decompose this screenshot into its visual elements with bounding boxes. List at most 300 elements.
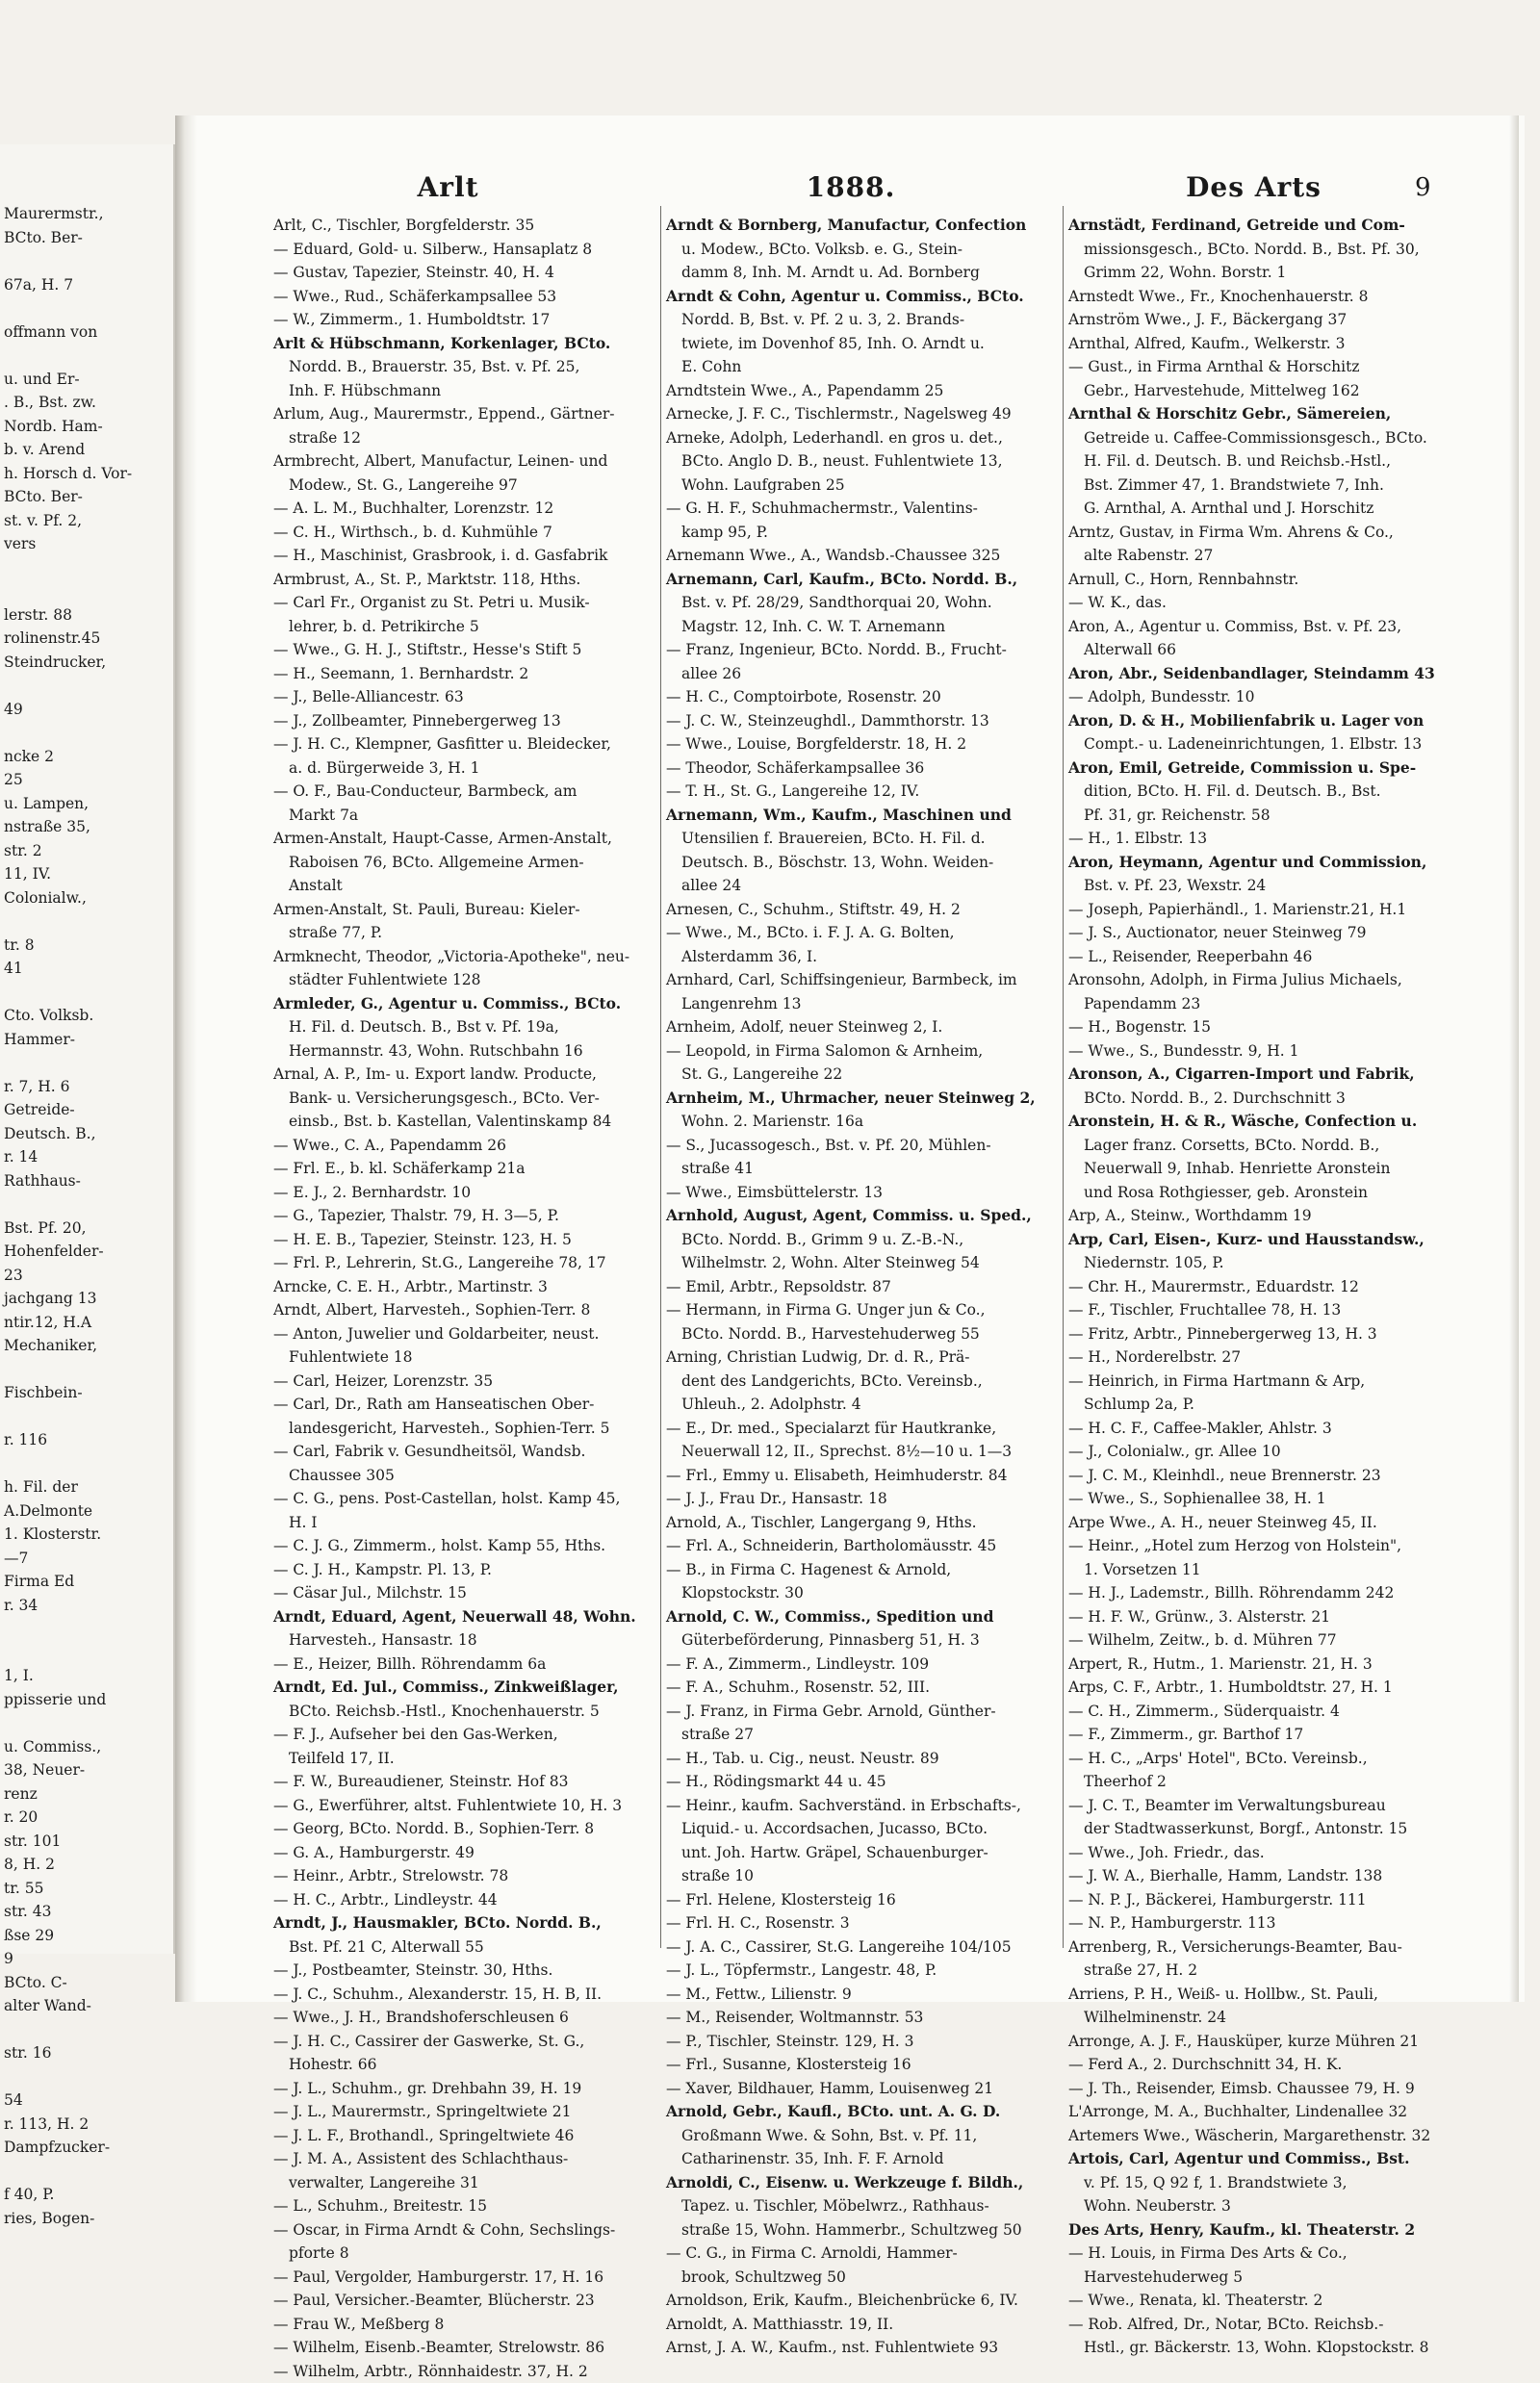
previous-page-line: alter Wand- — [4, 1994, 167, 2018]
directory-entry: — Wwe., Rud., Schäferkampsallee 53 — [273, 285, 658, 309]
previous-page-line: u. und Er- — [4, 368, 167, 392]
directory-entry: — L., Schuhm., Breitestr. 15 — [273, 2194, 658, 2218]
previous-page-line — [4, 1405, 167, 1429]
directory-entry: — F., Zimmerm., gr. Barthof 17 — [1068, 1723, 1453, 1747]
directory-entry: — F. A., Schuhm., Rosenstr. 52, III. — [666, 1676, 1051, 1700]
entry-continuation-line: Inh. F. Hübschmann — [273, 379, 658, 403]
directory-entry: — Adolph, Bundesstr. 10 — [1068, 685, 1453, 709]
directory-entry: Arnemann, Wm., Kaufm., Maschinen und — [666, 804, 1051, 828]
directory-entry: — H., 1. Elbstr. 13 — [1068, 827, 1453, 851]
directory-entry: Arnhard, Carl, Schiffsingenieur, Barmbeck, im — [666, 968, 1051, 992]
directory-entry: — J. Th., Reisender, Eimsb. Chaussee 79, H. 9 — [1068, 2077, 1453, 2101]
entry-continuation-line: Hstl., gr. Bäckerstr. 13, Wohn. Klopstockstr. 8 — [1068, 2336, 1453, 2360]
entry-continuation-line: Alterwall 66 — [1068, 638, 1453, 662]
previous-page-line: u. Lampen, — [4, 792, 167, 816]
entry-continuation-line: allee 26 — [666, 662, 1051, 686]
directory-entry: Arnold, Gebr., Kaufl., BCto. unt. A. G. D. — [666, 2100, 1051, 2124]
previous-page-line: r. 34 — [4, 1594, 167, 1618]
entry-continuation-line: unt. Joh. Hartw. Gräpel, Schauenburger- — [666, 1841, 1051, 1865]
previous-page-line: Dampfzucker- — [4, 2136, 167, 2160]
directory-entry: — J. L., Töpfermstr., Langestr. 48, P. — [666, 1959, 1051, 1983]
previous-page-line: lerstr. 88 — [4, 603, 167, 628]
directory-entry: Arnal, A. P., Im- u. Export landw. Producte, — [273, 1063, 658, 1087]
previous-page-line: Colonialw., — [4, 886, 167, 910]
directory-entry: — Frl. A., Schneiderin, Bartholomäusstr. 45 — [666, 1534, 1051, 1558]
directory-entry: Aron, Abr., Seidenbandlager, Steindamm 43 — [1068, 662, 1453, 686]
directory-entry: — Fritz, Arbtr., Pinnebergerweg 13, H. 3 — [1068, 1322, 1453, 1346]
directory-entry: — C. G., in Firma C. Arnoldi, Hammer- — [666, 2242, 1051, 2266]
entry-continuation-line: Papendamm 23 — [1068, 992, 1453, 1016]
directory-entry: Arnström Wwe., J. F., Bäckergang 37 — [1068, 308, 1453, 332]
entry-continuation-line: BCto. Anglo D. B., neust. Fuhlentwiete 13, — [666, 449, 1051, 474]
directory-entry: — Wwe., C. A., Papendamm 26 — [273, 1134, 658, 1158]
previous-page-line: Bst. Pf. 20, — [4, 1217, 167, 1241]
directory-entry: — M., Reisender, Woltmannstr. 53 — [666, 2006, 1051, 2030]
directory-entry: — Paul, Vergolder, Hamburgerstr. 17, H. 16 — [273, 2266, 658, 2290]
previous-page-line: r. 20 — [4, 1806, 167, 1830]
directory-entry: — Wwe., Louise, Borgfelderstr. 18, H. 2 — [666, 732, 1051, 756]
directory-entry: — J., Colonialw., gr. Allee 10 — [1068, 1440, 1453, 1464]
directory-entry: Aronstein, H. & R., Wäsche, Confection u. — [1068, 1110, 1453, 1134]
directory-entry: — G. H. F., Schuhmachermstr., Valentins- — [666, 497, 1051, 521]
directory-entry: — E., Heizer, Billh. Röhrendamm 6a — [273, 1653, 658, 1677]
directory-entry: Arndt, J., Hausmakler, BCto. Nordd. B., — [273, 1911, 658, 1935]
previous-page-line — [4, 344, 167, 368]
entry-continuation-line: Getreide u. Caffee-Commissionsgesch., BCto. — [1068, 426, 1453, 450]
previous-page-line: 49 — [4, 698, 167, 722]
directory-entry: — O. F., Bau-Conducteur, Barmbeck, am — [273, 780, 658, 804]
directory-entry: — N. P., Hamburgerstr. 113 — [1068, 1911, 1453, 1935]
directory-entry: — H. C., Arbtr., Lindleystr. 44 — [273, 1888, 658, 1912]
entry-continuation-line: Catharinenstr. 35, Inh. F. F. Arnold — [666, 2147, 1051, 2171]
directory-entry: — A. L. M., Buchhalter, Lorenzstr. 12 — [273, 497, 658, 521]
directory-entry: — Paul, Versicher.-Beamter, Blücherstr. 23 — [273, 2289, 658, 2313]
entry-continuation-line: v. Pf. 15, Q 92 f, 1. Brandstwiete 3, — [1068, 2171, 1453, 2195]
directory-entry: — L., Reisender, Reeperbahn 46 — [1068, 945, 1453, 969]
previous-page-line — [4, 1452, 167, 1476]
previous-page-line: h. Fil. der — [4, 1475, 167, 1499]
previous-page-line — [4, 579, 167, 603]
entry-continuation-line: verwalter, Langereihe 31 — [273, 2171, 658, 2195]
directory-entry: Armbrust, A., St. P., Marktstr. 118, Hths. — [273, 568, 658, 592]
entry-continuation-line: Magstr. 12, Inh. C. W. T. Arnemann — [666, 615, 1051, 639]
directory-entry: — C. J. H., Kampstr. Pl. 13, P. — [273, 1558, 658, 1582]
entry-continuation-line: Nordd. B., Brauerstr. 35, Bst. v. Pf. 25, — [273, 355, 658, 379]
directory-entry: — H., Seemann, 1. Bernhardstr. 2 — [273, 662, 658, 686]
header-right-catchword: Des Arts — [1064, 171, 1444, 203]
previous-page-line — [4, 674, 167, 698]
previous-page-line: BCto. Ber- — [4, 485, 167, 509]
entry-continuation-line: der Stadtwasserkunst, Borgf., Antonstr. 15 — [1068, 1817, 1453, 1841]
previous-page-line: tr. 8 — [4, 934, 167, 958]
directory-entry: — J., Zollbeamter, Pinnebergerweg 13 — [273, 709, 658, 733]
previous-page-line — [4, 1051, 167, 1075]
directory-entry: — Wilhelm, Arbtr., Rönnhaidestr. 37, H. 2 — [273, 2360, 658, 2383]
previous-page-line: r. 113, H. 2 — [4, 2113, 167, 2137]
previous-page-line — [4, 2160, 167, 2184]
directory-entry: — J. C. W., Steinzeughdl., Dammthorstr. 13 — [666, 709, 1051, 733]
directory-entry: — G., Ewerführer, altst. Fuhlentwiete 10, H. 3 — [273, 1794, 658, 1818]
entry-continuation-line: Großmann Wwe. & Sohn, Bst. v. Pf. 11, — [666, 2124, 1051, 2148]
entry-continuation-line: Raboisen 76, BCto. Allgemeine Armen- — [273, 851, 658, 875]
previous-page-line — [4, 981, 167, 1005]
directory-entry: — Wwe., Joh. Friedr., das. — [1068, 1841, 1453, 1865]
directory-entry: — H., Bogenstr. 15 — [1068, 1015, 1453, 1039]
directory-entry: — Gust., in Firma Arnthal & Horschitz — [1068, 355, 1453, 379]
directory-entry: — H. C. F., Caffee-Makler, Ahlstr. 3 — [1068, 1417, 1453, 1441]
directory-entry: Arnemann Wwe., A., Wandsb.-Chaussee 325 — [666, 544, 1051, 568]
previous-page-line: str. 16 — [4, 2041, 167, 2065]
directory-entry: — J. H. C., Cassirer der Gaswerke, St. G., — [273, 2030, 658, 2054]
entry-continuation-line: pforte 8 — [273, 2242, 658, 2266]
directory-entry: — Eduard, Gold- u. Silberw., Hansaplatz 8 — [273, 238, 658, 262]
directory-entry: — Heinr., Arbtr., Strelowstr. 78 — [273, 1864, 658, 1888]
entry-continuation-line: landesgericht, Harvesteh., Sophien-Terr. 5 — [273, 1417, 658, 1441]
previous-page-line: b. v. Arend — [4, 438, 167, 462]
previous-page-line: 38, Neuer- — [4, 1758, 167, 1782]
entry-continuation-line: straße 15, Wohn. Hammerbr., Schultzweg 50 — [666, 2218, 1051, 2242]
entry-continuation-line: Wohn. Laufgraben 25 — [666, 474, 1051, 498]
directory-entry: Arndtstein Wwe., A., Papendamm 25 — [666, 379, 1051, 403]
directory-entry: Arndt, Eduard, Agent, Neuerwall 48, Wohn. — [273, 1605, 658, 1629]
directory-entry: Arronge, A. J. F., Hausküper, kurze Mühren 21 — [1068, 2030, 1453, 2054]
previous-page-line: str. 43 — [4, 1900, 167, 1924]
directory-entry: Aronson, A., Cigarren-Import und Fabrik, — [1068, 1063, 1453, 1087]
directory-entry: Arlum, Aug., Maurermstr., Eppend., Gärtner- — [273, 402, 658, 426]
entry-continuation-line: E. Cohn — [666, 355, 1051, 379]
directory-entry: Arnst, J. A. W., Kaufm., nst. Fuhlentwiete 93 — [666, 2336, 1051, 2360]
directory-entry: — H. C., Comptoirbote, Rosenstr. 20 — [666, 685, 1051, 709]
directory-entry: — F. W., Bureaudiener, Steinstr. Hof 83 — [273, 1770, 658, 1794]
directory-entry: Arnoldi, C., Eisenw. u. Werkzeuge f. Bildh., — [666, 2171, 1051, 2195]
entry-continuation-line: Markt 7a — [273, 804, 658, 828]
directory-entry: — H., Norderelbstr. 27 — [1068, 1345, 1453, 1370]
entry-continuation-line: straße 41 — [666, 1157, 1051, 1181]
previous-page-line: ncke 2 — [4, 745, 167, 769]
directory-entry: Arriens, P. H., Weiß- u. Hollbw., St. Pauli, — [1068, 1983, 1453, 2007]
entry-continuation-line: und Rosa Rothgiesser, geb. Aronstein — [1068, 1181, 1453, 1205]
entry-continuation-line: kamp 95, P. — [666, 521, 1051, 545]
directory-entry: — Frau W., Meßberg 8 — [273, 2313, 658, 2337]
entry-continuation-line: städter Fuhlentwiete 128 — [273, 968, 658, 992]
entry-continuation-line: Bst. Pf. 21 C, Alterwall 55 — [273, 1935, 658, 1960]
directory-entry: — Emil, Arbtr., Repsoldstr. 87 — [666, 1275, 1051, 1299]
previous-page-line: nstraße 35, — [4, 815, 167, 839]
entry-continuation-line: twiete, im Dovenhof 85, Inh. O. Arndt u. — [666, 332, 1051, 356]
previous-page-line: BCto. C- — [4, 1971, 167, 1995]
directory-entry: — Frl. P., Lehrerin, St.G., Langereihe 78, 17 — [273, 1251, 658, 1275]
directory-entry: — Joseph, Papierhändl., 1. Marienstr.21, H.1 — [1068, 898, 1453, 922]
entry-continuation-line: Wilhelminenstr. 24 — [1068, 2006, 1453, 2030]
page-number: 9 — [1415, 173, 1431, 202]
directory-entry: — Anton, Juwelier und Goldarbeiter, neust. — [273, 1322, 658, 1346]
previous-page-line — [4, 296, 167, 320]
previous-page-line: 9 — [4, 1947, 167, 1971]
entry-continuation-line: dition, BCto. H. Fil. d. Deutsch. B., Bst. — [1068, 780, 1453, 804]
directory-entry: Arnheim, Adolf, neuer Steinweg 2, I. — [666, 1015, 1051, 1039]
column-rule — [1063, 206, 1064, 1948]
entry-continuation-line: G. Arnthal, A. Arnthal und J. Horschitz — [1068, 497, 1453, 521]
directory-entry: — Cäsar Jul., Milchstr. 15 — [273, 1581, 658, 1605]
previous-page-line: rolinenstr.45 — [4, 627, 167, 651]
directory-entry: — J. L. F., Brothandl., Springeltwiete 46 — [273, 2124, 658, 2148]
entry-continuation-line: Wilhelmstr. 2, Wohn. Alter Steinweg 54 — [666, 1251, 1051, 1275]
previous-page-line: ries, Bogen- — [4, 2207, 167, 2231]
directory-entry: Arp, A., Steinw., Worthdamm 19 — [1068, 1204, 1453, 1228]
previous-page-line: 23 — [4, 1264, 167, 1288]
entry-continuation-line: Harvesteh., Hansastr. 18 — [273, 1628, 658, 1653]
entry-continuation-line: Teilfeld 17, II. — [273, 1747, 658, 1771]
previous-page-line — [4, 249, 167, 273]
directory-entry: — Chr. H., Maurermstr., Eduardstr. 12 — [1068, 1275, 1453, 1299]
directory-entry: — J. S., Auctionator, neuer Steinweg 79 — [1068, 921, 1453, 945]
directory-entry: — J. C., Schuhm., Alexanderstr. 15, H. B, II. — [273, 1983, 658, 2007]
entry-continuation-line: Hermannstr. 43, Wohn. Rutschbahn 16 — [273, 1039, 658, 1063]
previous-page-line: 41 — [4, 957, 167, 981]
entry-continuation-line: Theerhof 2 — [1068, 1770, 1453, 1794]
entry-continuation-line: Gebr., Harvestehude, Mittelweg 162 — [1068, 379, 1453, 403]
directory-entry: Arlt & Hübschmann, Korkenlager, BCto. — [273, 332, 658, 356]
previous-page-line: r. 7, H. 6 — [4, 1075, 167, 1099]
entry-continuation-line: Pf. 31, gr. Reichenstr. 58 — [1068, 804, 1453, 828]
directory-entry: Aronsohn, Adolph, in Firma Julius Michaels, — [1068, 968, 1453, 992]
previous-page-line: f 40, P. — [4, 2183, 167, 2207]
entry-continuation-line: Bst. v. Pf. 28/29, Sandthorquai 20, Wohn. — [666, 591, 1051, 615]
entry-continuation-line: Langenrehm 13 — [666, 992, 1051, 1016]
entry-continuation-line: Harvestehuderweg 5 — [1068, 2266, 1453, 2290]
directory-entry: Arp, Carl, Eisen-, Kurz- und Hausstandsw., — [1068, 1228, 1453, 1252]
previous-page-line — [4, 556, 167, 580]
entry-continuation-line: Neuerwall 12, II., Sprechst. 8½—10 u. 1—3 — [666, 1440, 1051, 1464]
directory-entry: Arnoldson, Erik, Kaufm., Bleichenbrücke 6, IV. — [666, 2289, 1051, 2313]
previous-page-line: 54 — [4, 2088, 167, 2113]
directory-entry: — H., Tab. u. Cig., neust. Neustr. 89 — [666, 1747, 1051, 1771]
previous-page-line: ppisserie und — [4, 1688, 167, 1712]
previous-page-line: u. Commiss., — [4, 1735, 167, 1759]
entry-continuation-line: allee 24 — [666, 874, 1051, 898]
entry-continuation-line: Neuerwall 9, Inhab. Henriette Aronstein — [1068, 1157, 1453, 1181]
directory-entry: Arnstädt, Ferdinand, Getreide und Com- — [1068, 214, 1453, 238]
directory-entry: Arnemann, Carl, Kaufm., BCto. Nordd. B., — [666, 568, 1051, 592]
directory-entry: — Carl, Fabrik v. Gesundheitsöl, Wandsb. — [273, 1440, 658, 1464]
directory-entry: — H. C., „Arps' Hotel", BCto. Vereinsb., — [1068, 1747, 1453, 1771]
previous-page-line: BCto. Ber- — [4, 226, 167, 250]
directory-entry: — J. H. C., Klempner, Gasfitter u. Bleidecker, — [273, 732, 658, 756]
directory-entry: Armbrecht, Albert, Manufactur, Leinen- und — [273, 449, 658, 474]
entry-continuation-line: Deutsch. B., Böschstr. 13, Wohn. Weiden- — [666, 851, 1051, 875]
directory-entry: — J. L., Schuhm., gr. Drehbahn 39, H. 19 — [273, 2077, 658, 2101]
directory-entry: Arnheim, M., Uhrmacher, neuer Steinweg 2, — [666, 1087, 1051, 1111]
entry-continuation-line: BCto. Nordd. B., Harvestehuderweg 55 — [666, 1322, 1051, 1346]
book-gutter — [175, 115, 196, 2002]
directory-entry: — J. J., Frau Dr., Hansastr. 18 — [666, 1487, 1051, 1511]
directory-entry: — C. G., pens. Post-Castellan, holst. Kamp 45, — [273, 1487, 658, 1511]
directory-entry: — H. F. W., Grünw., 3. Alsterstr. 21 — [1068, 1605, 1453, 1629]
previous-page-fragment — [0, 144, 175, 1954]
entry-continuation-line: straße 77, P. — [273, 921, 658, 945]
directory-entry: — Frl., Susanne, Klostersteig 16 — [666, 2053, 1051, 2077]
previous-page-line: str. 101 — [4, 1830, 167, 1854]
entry-continuation-line: straße 27 — [666, 1723, 1051, 1747]
previous-page-line: 67a, H. 7 — [4, 273, 167, 297]
entry-continuation-line: Alsterdamm 36, I. — [666, 945, 1051, 969]
directory-entry: Arntz, Gustav, in Firma Wm. Ahrens & Co., — [1068, 521, 1453, 545]
previous-page-line — [4, 1617, 167, 1641]
previous-page-line: ßse 29 — [4, 1924, 167, 1948]
previous-page-line: . B., Bst. zw. — [4, 391, 167, 415]
previous-page-line: Getreide- — [4, 1098, 167, 1122]
directory-entry: — Heinr., kaufm. Sachverständ. in Erbschafts-, — [666, 1794, 1051, 1818]
entry-continuation-line: Compt.- u. Ladeneinrichtungen, 1. Elbstr. 13 — [1068, 732, 1453, 756]
entry-continuation-line: St. G., Langereihe 22 — [666, 1063, 1051, 1087]
entry-continuation-line: Uhleuh., 2. Adolphstr. 4 — [666, 1393, 1051, 1417]
previous-page-line: 11, IV. — [4, 862, 167, 886]
directory-entry: — N. P. J., Bäckerei, Hamburgerstr. 111 — [1068, 1888, 1453, 1912]
directory-entry: Arnthal, Alfred, Kaufm., Welkerstr. 3 — [1068, 332, 1453, 356]
directory-entry: Arnesen, C., Schuhm., Stiftstr. 49, H. 2 — [666, 898, 1051, 922]
directory-entry: — Theodor, Schäferkampsallee 36 — [666, 756, 1051, 781]
entry-continuation-line: damm 8, Inh. M. Arndt u. Ad. Bornberg — [666, 261, 1051, 285]
entry-continuation-line: Bank- u. Versicherungsgesch., BCto. Ver- — [273, 1087, 658, 1111]
previous-page-line: Hohenfelder- — [4, 1240, 167, 1264]
previous-page-line: Fischbein- — [4, 1381, 167, 1405]
directory-entry: Artois, Carl, Agentur und Commiss., Bst. — [1068, 2147, 1453, 2171]
previous-page-line — [4, 1711, 167, 1735]
column-rule — [660, 206, 661, 1948]
directory-column-2 — [666, 214, 1051, 2360]
directory-entry: — Frl., Emmy u. Elisabeth, Heimhuderstr. 84 — [666, 1464, 1051, 1488]
directory-entry: — S., Jucassogesch., Bst. v. Pf. 20, Mühlen- — [666, 1134, 1051, 1158]
directory-entry: — J. W. A., Bierhalle, Hamm, Landstr. 138 — [1068, 1864, 1453, 1888]
previous-page-line: —7 — [4, 1547, 167, 1571]
directory-entry: Aron, A., Agentur u. Commiss, Bst. v. Pf. 23, — [1068, 615, 1453, 639]
directory-entry: — G., Tapezier, Thalstr. 79, H. 3—5, P. — [273, 1204, 658, 1228]
previous-page-line: offmann von — [4, 320, 167, 345]
entry-continuation-line: missionsgesch., BCto. Nordd. B., Bst. Pf. 30, — [1068, 238, 1453, 262]
entry-continuation-line: straße 12 — [273, 426, 658, 450]
directory-entry: Armknecht, Theodor, „Victoria-Apotheke", neu- — [273, 945, 658, 969]
directory-entry: — Wilhelm, Eisenb.-Beamter, Strelowstr. 86 — [273, 2336, 658, 2360]
previous-page-line: 8, H. 2 — [4, 1853, 167, 1877]
previous-page-line: 1. Klosterstr. — [4, 1523, 167, 1547]
directory-entry: Arnull, C., Horn, Rennbahnstr. — [1068, 568, 1453, 592]
previous-page-line — [4, 1192, 167, 1217]
directory-entry: — J. C. T., Beamter im Verwaltungsbureau — [1068, 1794, 1453, 1818]
previous-page-line: A.Delmonte — [4, 1499, 167, 1524]
entry-continuation-line: H. I — [273, 1511, 658, 1535]
directory-entry: — Xaver, Bildhauer, Hamm, Louisenweg 21 — [666, 2077, 1051, 2101]
previous-page-line: r. 14 — [4, 1145, 167, 1169]
directory-entry: Aron, D. & H., Mobilienfabrik u. Lager von — [1068, 709, 1453, 733]
directory-entry: Arndt, Ed. Jul., Commiss., Zinkweißlager, — [273, 1676, 658, 1700]
directory-entry: — Frl. H. C., Rosenstr. 3 — [666, 1911, 1051, 1935]
previous-page-line: Maurermstr., — [4, 202, 167, 226]
directory-entry: — H., Rödingsmarkt 44 u. 45 — [666, 1770, 1051, 1794]
directory-column-3 — [1068, 214, 1453, 2360]
directory-entry: Artemers Wwe., Wäscherin, Margarethenstr. 32 — [1068, 2124, 1453, 2148]
entry-continuation-line: Wohn. 2. Marienstr. 16a — [666, 1110, 1051, 1134]
directory-entry: — H. Louis, in Firma Des Arts & Co., — [1068, 2242, 1453, 2266]
directory-entry: — F. J., Aufseher bei den Gas-Werken, — [273, 1723, 658, 1747]
directory-entry: — Wwe., Renata, kl. Theaterstr. 2 — [1068, 2289, 1453, 2313]
entry-continuation-line: Hohestr. 66 — [273, 2053, 658, 2077]
entry-continuation-line: Modew., St. G., Langereihe 97 — [273, 474, 658, 498]
directory-entry: — Hermann, in Firma G. Unger jun & Co., — [666, 1298, 1051, 1322]
entry-continuation-line: Nordd. B, Bst. v. Pf. 2 u. 3, 2. Brands- — [666, 308, 1051, 332]
directory-entry: — P., Tischler, Steinstr. 129, H. 3 — [666, 2030, 1051, 2054]
entry-continuation-line: straße 10 — [666, 1864, 1051, 1888]
directory-entry: Arpe Wwe., A. H., neuer Steinweg 45, II. — [1068, 1511, 1453, 1535]
running-header — [258, 171, 1444, 208]
directory-entry: — Wwe., J. H., Brandshoferschleusen 6 — [273, 2006, 658, 2030]
previous-page-line — [4, 1358, 167, 1382]
directory-entry: — Wwe., S., Sophienallee 38, H. 1 — [1068, 1487, 1453, 1511]
directory-entry: — Rob. Alfred, Dr., Notar, BCto. Reichsb.- — [1068, 2313, 1453, 2337]
directory-entry: Arndt, Albert, Harvesteh., Sophien-Terr. 8 — [273, 1298, 658, 1322]
entry-continuation-line: Grimm 22, Wohn. Borstr. 1 — [1068, 261, 1453, 285]
entry-continuation-line: H. Fil. d. Deutsch. B., Bst v. Pf. 19a, — [273, 1015, 658, 1039]
directory-entry: — B., in Firma C. Hagenest & Arnold, — [666, 1558, 1051, 1582]
directory-entry: — Heinr., „Hotel zum Herzog von Holstein", — [1068, 1534, 1453, 1558]
directory-entry: — Leopold, in Firma Salomon & Arnheim, — [666, 1039, 1051, 1063]
entry-continuation-line: Bst. v. Pf. 23, Wexstr. 24 — [1068, 874, 1453, 898]
previous-page-line: Steindrucker, — [4, 651, 167, 675]
entry-continuation-line: BCto. Nordd. B., 2. Durchschnitt 3 — [1068, 1087, 1453, 1111]
directory-entry: — Wwe., Eimsbüttelerstr. 13 — [666, 1181, 1051, 1205]
previous-page-line: r. 116 — [4, 1428, 167, 1452]
previous-page-line — [4, 2018, 167, 2042]
directory-entry: — H. E. B., Tapezier, Steinstr. 123, H. 5 — [273, 1228, 658, 1252]
directory-entry: — J. Franz, in Firma Gebr. Arnold, Günther- — [666, 1700, 1051, 1724]
header-left-catchword: Arlt — [258, 171, 638, 203]
directory-entry: Arlt, C., Tischler, Borgfelderstr. 35 — [273, 214, 658, 238]
entry-continuation-line: lehrer, b. d. Petrikirche 5 — [273, 615, 658, 639]
directory-entry: — E. J., 2. Bernhardstr. 10 — [273, 1181, 658, 1205]
previous-page-line: vers — [4, 532, 167, 556]
directory-entry: — G. A., Hamburgerstr. 49 — [273, 1841, 658, 1865]
directory-column-1 — [273, 214, 658, 2383]
previous-page-line: jachgang 13 — [4, 1287, 167, 1311]
previous-page-line — [4, 2065, 167, 2089]
directory-entry: — C. H., Wirthsch., b. d. Kuhmühle 7 — [273, 521, 658, 545]
directory-entry: — Franz, Ingenieur, BCto. Nordd. B., Frucht- — [666, 638, 1051, 662]
directory-entry: — C. J. G., Zimmerm., holst. Kamp 55, Hths. — [273, 1534, 658, 1558]
directory-entry: Arnold, A., Tischler, Langergang 9, Hths. — [666, 1511, 1051, 1535]
directory-entry: Aron, Heymann, Agentur und Commission, — [1068, 851, 1453, 875]
directory-entry: — Carl, Heizer, Lorenzstr. 35 — [273, 1370, 658, 1394]
previous-page-line: Deutsch. B., — [4, 1122, 167, 1146]
directory-entry: — J., Belle-Alliancestr. 63 — [273, 685, 658, 709]
page-edge — [1509, 115, 1519, 2002]
directory-entry: Arnhold, August, Agent, Commiss. u. Sped., — [666, 1204, 1051, 1228]
entry-continuation-line: Lager franz. Corsetts, BCto. Nordd. B., — [1068, 1134, 1453, 1158]
previous-page-line — [4, 1641, 167, 1665]
previous-page-line: Hammer- — [4, 1028, 167, 1052]
previous-page-line — [4, 721, 167, 745]
directory-entry: — Carl Fr., Organist zu St. Petri u. Musik- — [273, 591, 658, 615]
directory-entry: — H., Maschinist, Grasbrook, i. d. Gasfabrik — [273, 544, 658, 568]
directory-entry: Des Arts, Henry, Kaufm., kl. Theaterstr. 2 — [1068, 2218, 1453, 2242]
directory-entry: L'Arronge, M. A., Buchhalter, Lindenallee 32 — [1068, 2100, 1453, 2124]
previous-page-line: Mechaniker, — [4, 1334, 167, 1358]
directory-entry: — Frl. E., b. kl. Schäferkamp 21a — [273, 1157, 658, 1181]
previous-page-column — [4, 202, 167, 2230]
entry-continuation-line: BCto. Reichsb.-Hstl., Knochenhauerstr. 5 — [273, 1700, 658, 1724]
previous-page-line: tr. 55 — [4, 1877, 167, 1901]
directory-entry: — T. H., St. G., Langereihe 12, IV. — [666, 780, 1051, 804]
directory-entry: Arnoldt, A. Matthiasstr. 19, II. — [666, 2313, 1051, 2337]
directory-entry: — J. C. M., Kleinhdl., neue Brennerstr. 23 — [1068, 1464, 1453, 1488]
